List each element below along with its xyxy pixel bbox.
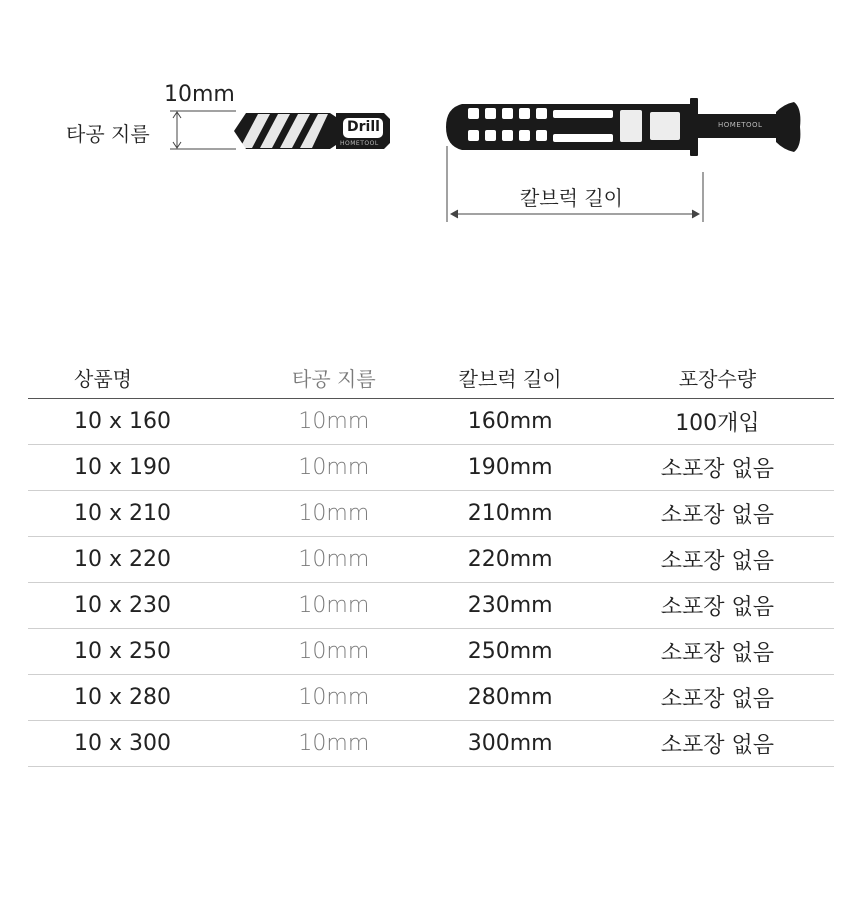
diameter-dimension [170, 111, 236, 149]
cell-hole-diameter: 10mm [248, 537, 419, 583]
cell-hole-diameter: 10mm [248, 721, 419, 767]
cell-product-name: 10 x 300 [28, 721, 248, 767]
cell-anchor-length: 210mm [419, 491, 600, 537]
cell-product-name: 10 x 280 [28, 675, 248, 721]
table-header-row [28, 356, 834, 399]
cell-product-name: 10 x 220 [28, 537, 248, 583]
cell-hole-diameter: 10mm [248, 491, 419, 537]
cell-hole-diameter: 10mm [248, 445, 419, 491]
cell-anchor-length: 190mm [419, 445, 600, 491]
header-package-qty: 포장수량 [601, 356, 834, 399]
cell-product-name: 10 x 160 [28, 399, 248, 445]
spec-table [28, 356, 834, 767]
header-anchor-length: 칼브럭 길이 [419, 356, 600, 399]
anchor-length-label: 칼브럭 길이 [520, 186, 623, 210]
table-row [28, 537, 834, 583]
hole-size-value: 10mm [164, 82, 235, 107]
header-hole-diameter: 타공 지름 [248, 356, 419, 399]
table-row [28, 445, 834, 491]
cell-product-name: 10 x 230 [28, 583, 248, 629]
cell-package-qty: 소포장 없음 [601, 629, 834, 675]
cell-hole-diameter: 10mm [248, 629, 419, 675]
table-row [28, 583, 834, 629]
cell-anchor-length: 230mm [419, 583, 600, 629]
cell-anchor-length: 300mm [419, 721, 600, 767]
cell-package-qty: 소포장 없음 [601, 675, 834, 721]
cell-product-name: 10 x 190 [28, 445, 248, 491]
cell-package-qty: 소포장 없음 [601, 537, 834, 583]
drill-brand-label: HOMETOOL [340, 140, 379, 147]
cell-package-qty: 소포장 없음 [601, 491, 834, 537]
cell-anchor-length: 160mm [419, 399, 600, 445]
cell-package-qty: 소포장 없음 [601, 721, 834, 767]
table-row [28, 675, 834, 721]
table-row [28, 491, 834, 537]
product-diagram [0, 0, 860, 260]
cell-hole-diameter: 10mm [248, 583, 419, 629]
cell-product-name: 10 x 210 [28, 491, 248, 537]
cell-anchor-length: 250mm [419, 629, 600, 675]
table-row [28, 629, 834, 675]
cell-anchor-length: 220mm [419, 537, 600, 583]
header-product-name: 상품명 [28, 356, 248, 399]
anchor-brand-label: HOMETOOL [718, 121, 763, 129]
table-row [28, 721, 834, 767]
cell-package-qty: 소포장 없음 [601, 583, 834, 629]
cell-hole-diameter: 10mm [248, 399, 419, 445]
hole-diameter-label: 타공 지름 [66, 122, 150, 146]
cell-package-qty: 100개입 [601, 399, 834, 445]
cell-anchor-length: 280mm [419, 675, 600, 721]
drill-badge-label: Drill [347, 119, 380, 135]
cell-package-qty: 소포장 없음 [601, 445, 834, 491]
cell-product-name: 10 x 250 [28, 629, 248, 675]
table-row [28, 399, 834, 445]
cell-hole-diameter: 10mm [248, 675, 419, 721]
